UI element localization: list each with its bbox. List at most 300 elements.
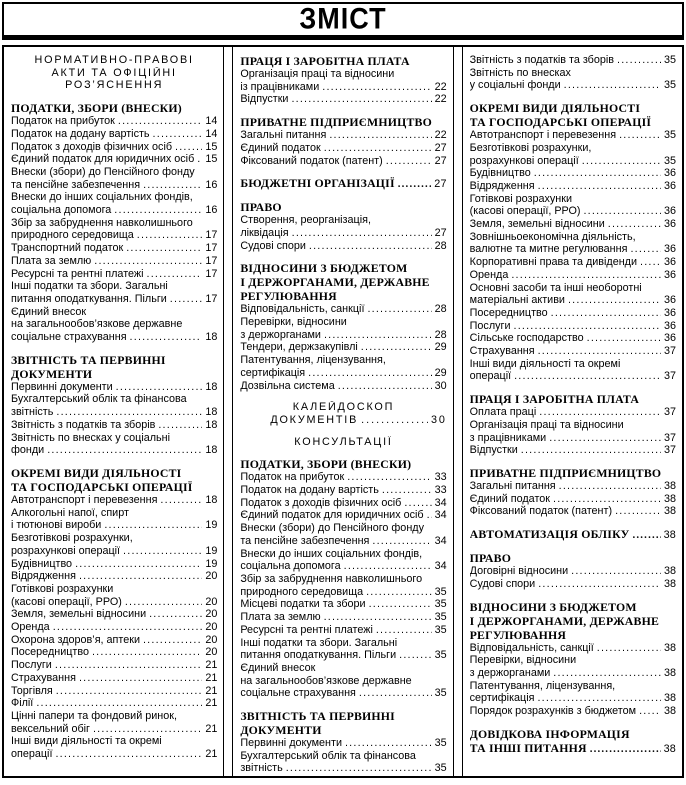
entry-text-line: Інші види діяльності та окремі: [469, 357, 621, 370]
page-number: 35: [663, 154, 676, 167]
toc-entry-line: [11, 381, 217, 394]
heading-line: НОРМАТИВНО-ПРАВОВІ: [34, 54, 194, 66]
page-number: 36: [663, 268, 676, 281]
toc-entry-line: [470, 705, 676, 718]
page-number: 14: [205, 127, 218, 140]
toc-entry: [240, 240, 446, 253]
page-number: 33: [434, 484, 447, 497]
entry-text: питання оподаткування. Пільги: [240, 649, 397, 662]
column-separator: [223, 47, 233, 776]
toc-entry-line: [11, 331, 217, 344]
entry-text: соціальна допомога: [240, 560, 341, 573]
heading-line: ТА ГОСПОДАРСЬКІ ОПЕРАЦІЇ: [11, 479, 193, 494]
entry-text: Податок на додану вартість: [11, 127, 150, 140]
toc-entry: [470, 680, 676, 705]
entry-text-line: Патентування, ліцензування,: [469, 679, 616, 692]
entry-text: Єдиний податок для юридичних осіб: [240, 509, 424, 522]
section-heading: [240, 54, 446, 68]
toc-entry-line: [470, 444, 676, 457]
page-number: 35: [434, 649, 447, 662]
page-number: 28: [434, 328, 447, 341]
toc-entry-line: [11, 128, 217, 141]
toc-entry-line: [11, 204, 217, 217]
page-number: 16: [205, 178, 218, 191]
header-box: [2, 2, 684, 40]
entry-text: Тендери, держзакупівлі: [240, 341, 358, 354]
entry-text: з працівниками: [469, 431, 547, 444]
page-number: 35: [434, 598, 447, 611]
toc-entry: [470, 282, 676, 307]
page-number: 38: [663, 705, 676, 718]
toc-entry-line: [470, 294, 676, 307]
toc-entry-line: [470, 54, 676, 67]
toc-entry-line: [470, 167, 676, 180]
entry-text: у соціальні фонди: [469, 79, 561, 92]
entry-text: Звітність з податків та зборів: [469, 54, 615, 66]
entry-text: та пенсійне забезпечення: [240, 534, 370, 547]
entry-text: Ресурсні та рентні платежі: [11, 267, 144, 280]
entry-text-line: Безготівкові розрахунки,: [11, 532, 133, 545]
entry-text-line: Внески до інших соціальних фондів,: [11, 191, 193, 204]
toc-entry-line: [240, 176, 446, 191]
entry-text-line: Єдиний внесок: [240, 661, 316, 674]
page-number: 35: [663, 79, 676, 92]
toc-entry: [240, 598, 446, 611]
section-heading: [11, 54, 217, 92]
toc-block: [240, 176, 446, 191]
toc-entry-line: [11, 646, 217, 659]
entry-text: Податок з доходів фізичних осіб: [11, 140, 173, 153]
page-number: 20: [205, 595, 218, 608]
page-number: 38: [663, 742, 676, 755]
toc-entry: [470, 180, 676, 193]
toc-entry-line: [240, 129, 446, 142]
toc-entry-line: [470, 527, 676, 542]
dot-leader: [197, 153, 202, 166]
toc-entry: [240, 484, 446, 497]
toc-entry: [470, 129, 676, 142]
section-heading: [240, 261, 446, 303]
page-number: 38: [663, 641, 676, 654]
toc-entry: [470, 345, 676, 358]
entry-text: Страхування: [11, 671, 76, 684]
entry-text: Оплата праці: [469, 406, 537, 419]
toc-entry: [240, 522, 446, 547]
entry-text-line: Бухгалтерський облік та фінансова: [240, 749, 416, 762]
toc-entry: [11, 166, 217, 191]
toc-entry: [11, 217, 217, 242]
toc-entry-line: [470, 218, 676, 231]
toc-entry: [240, 341, 446, 354]
entry-text: Податок на додану вартість: [240, 484, 379, 497]
toc-entry: [470, 444, 676, 457]
heading-line: ПРАВО: [240, 200, 282, 215]
toc-entry-line: [240, 624, 446, 637]
entry-text: БЮДЖЕТНІ ОРГАНІЗАЦІЇ: [240, 176, 395, 191]
toc-entry-line: [470, 667, 676, 680]
page-number: 35: [663, 54, 676, 66]
page-number: 30: [434, 379, 447, 392]
section-heading: [240, 176, 446, 191]
entry-text: Торгівля: [11, 684, 53, 697]
dot-leader: [175, 141, 202, 154]
toc-block: [240, 200, 446, 252]
dot-leader: [538, 345, 661, 358]
toc-entry: [240, 750, 446, 775]
entry-text: Послуги: [469, 319, 511, 332]
toc-entry-line: [11, 179, 217, 192]
toc-entry-line: [11, 494, 217, 507]
dot-leader: [382, 484, 432, 497]
entry-text: матеріальні активи: [469, 294, 565, 307]
entry-text: Звітність з податків та зборів: [11, 418, 156, 431]
heading-line: І ДЕРЖОРГАНАМИ, ДЕРЖАВНЕ: [240, 275, 430, 290]
toc-entry-line: [240, 380, 446, 393]
toc-entry-line: [470, 505, 676, 518]
page-number: 33: [434, 471, 447, 484]
entry-text-line: Бухгалтерський облік та фінансова: [11, 393, 187, 406]
toc-entry: [240, 509, 446, 522]
page-number: 29: [434, 341, 447, 354]
toc-entry: [470, 358, 676, 383]
toc-entry: [11, 621, 217, 634]
entry-text: Фіксований податок (патент): [240, 154, 383, 167]
dot-leader: [514, 370, 661, 383]
page-number: 20: [205, 633, 218, 646]
toc-entry: [11, 558, 217, 571]
entry-text: Плата за землю: [11, 254, 92, 267]
dot-leader: [92, 646, 202, 659]
dot-leader: [56, 406, 202, 419]
toc-entry: [11, 432, 217, 457]
toc-entry: [240, 611, 446, 624]
dot-leader: [56, 685, 203, 698]
toc-entry: [11, 697, 217, 710]
dot-leader: [324, 329, 432, 342]
toc-entry: [11, 153, 217, 166]
page-number: 36: [663, 167, 676, 180]
entry-text: Податок на прибуток: [240, 471, 345, 484]
page-number: 35: [434, 585, 447, 598]
toc-entry-line: [11, 444, 217, 457]
content-columns: [2, 45, 684, 778]
dot-leader: [361, 341, 432, 354]
toc-entry: [470, 654, 676, 679]
entry-text: природного середовища: [240, 585, 364, 598]
entry-text: Місцеві податки та збори: [240, 598, 366, 611]
page-title: ЗМІСТ: [299, 2, 387, 36]
dot-leader: [537, 692, 660, 705]
toc-entry: [470, 565, 676, 578]
toc-entry: [11, 685, 217, 698]
dot-leader: [345, 737, 432, 750]
entry-text: сертифікація: [469, 692, 535, 705]
entry-text-line: Внески до інших соціальних фондів,: [240, 547, 423, 560]
dot-leader: [615, 505, 661, 518]
page-number: 36: [663, 218, 676, 231]
entry-text: Єдиний податок: [240, 141, 321, 154]
entry-text: Посередництво: [469, 306, 548, 319]
toc-entry: [470, 54, 676, 67]
entry-text: Податок з доходів фізичних осіб: [240, 496, 402, 509]
dot-leader: [79, 570, 202, 583]
entry-text: Оренда: [469, 268, 509, 281]
dot-leader: [79, 672, 202, 685]
page-number: 35: [663, 129, 676, 142]
toc-entry: [240, 380, 446, 393]
toc-entry: [240, 354, 446, 379]
toc-entry: [470, 419, 676, 444]
toc-entry: [470, 332, 676, 345]
dot-leader: [324, 611, 432, 624]
toc-entry: [240, 637, 446, 662]
entry-text: Судові спори: [240, 239, 306, 252]
toc-block: [470, 101, 676, 383]
toc-entry: [240, 548, 446, 573]
dot-leader: [514, 320, 661, 333]
entry-text: і тютюнові вироби: [11, 519, 102, 532]
section-heading: [470, 527, 676, 542]
toc-entry-line: [11, 242, 217, 255]
column-separator: [453, 47, 463, 776]
dot-leader: [549, 432, 661, 445]
heading-line: ДОКУМЕНТИ: [240, 723, 322, 738]
section-heading: [11, 466, 217, 494]
heading-line: ВІДНОСИНИ З БЮДЖЕТОМ: [469, 599, 637, 614]
section-heading: [240, 436, 446, 449]
entry-text: звітність: [11, 406, 54, 419]
toc-block: [240, 115, 446, 167]
toc-entry: [470, 231, 676, 256]
heading-line: ВІДНОСИНИ З БЮДЖЕТОМ: [240, 261, 408, 276]
page-number: 37: [663, 345, 676, 358]
dot-leader: [369, 598, 432, 611]
entry-text: Відпустки: [469, 444, 518, 457]
toc-entry: [470, 218, 676, 231]
toc-block: [240, 436, 446, 449]
page-number: 20: [205, 621, 218, 634]
entry-text: Земля, земельні відносини: [469, 218, 605, 231]
page-number: 35: [434, 687, 447, 700]
toc-entry-line: [240, 240, 446, 253]
toc-entry-line: [11, 685, 217, 698]
dot-leader: [608, 218, 661, 231]
entry-text: Судові спори: [469, 577, 536, 590]
heading-line: АКТИ ТА ОФІЦІЙНІ: [51, 66, 177, 79]
dot-leader: [55, 748, 202, 761]
entry-text-line: Перевірки, відносини: [469, 654, 577, 667]
dot-leader: [639, 705, 661, 718]
toc-entry-line: [240, 471, 446, 484]
page-number: 35: [434, 762, 447, 775]
entry-text: операції: [11, 748, 53, 761]
entry-text: ліквідація: [240, 226, 289, 239]
page-number: 19: [205, 519, 218, 532]
dot-leader: [160, 494, 202, 507]
toc-entry: [240, 155, 446, 168]
page-number: 21: [205, 659, 218, 672]
page-number: 38: [663, 577, 676, 590]
toc-entry: [240, 662, 446, 700]
entry-text-line: Звітність по внесках: [469, 66, 571, 79]
entry-text-line: Безготівкові розрахунки,: [469, 141, 592, 154]
toc-entry-line: [11, 558, 217, 571]
toc-entry-line: [240, 611, 446, 624]
page-number: 30: [431, 413, 447, 426]
dot-leader: [75, 558, 202, 571]
section-heading: [470, 600, 676, 642]
toc-block: [240, 54, 446, 106]
entry-text: Ресурсні та рентні платежі: [240, 623, 373, 636]
toc-entry: [240, 214, 446, 239]
toc-column: [463, 47, 682, 776]
dot-leader: [386, 155, 432, 168]
dot-leader: [427, 509, 432, 522]
toc-entry: [11, 532, 217, 557]
entry-text: сертифікація: [240, 366, 306, 379]
entry-text: Єдиний податок для юридичних осіб: [11, 153, 195, 166]
page-number: 35: [434, 611, 447, 624]
entry-text-line: Готівкові розрахунки: [469, 192, 572, 205]
toc-block: [11, 101, 217, 344]
page-number: 34: [434, 560, 447, 573]
toc-entry: [470, 642, 676, 655]
toc-entry-line: [240, 497, 446, 510]
toc-entry-line: [470, 741, 676, 756]
page-number: 35: [434, 623, 447, 636]
entry-text: Сільське господарство: [469, 332, 584, 345]
page-number: 34: [434, 534, 447, 547]
toc-entry: [240, 497, 446, 510]
toc-entry-line: [470, 480, 676, 493]
toc-entry-line: [11, 672, 217, 685]
toc-entry: [470, 505, 676, 518]
dot-leader: [322, 81, 431, 94]
entry-text: Загальні питання: [469, 479, 556, 492]
dot-leader: [143, 179, 202, 192]
dot-leader: [309, 240, 432, 253]
dot-leader: [308, 367, 431, 380]
entry-text: з держорганами: [240, 328, 321, 341]
toc-entry: [470, 480, 676, 493]
section-heading: [470, 101, 676, 129]
entry-text: Корпоративні права та дивіденди: [469, 256, 638, 269]
dot-leader: [158, 419, 202, 432]
section-heading: [470, 727, 676, 756]
toc-entry: [470, 269, 676, 282]
page-number: 21: [205, 697, 218, 710]
dot-leader: [292, 227, 432, 240]
toc-entry: [11, 494, 217, 507]
toc-entry-line: [240, 303, 446, 316]
toc-block: [240, 401, 446, 426]
toc-entry: [11, 141, 217, 154]
heading-line: ОКРЕМІ ВИДИ ДІЯЛЬНОСТІ: [11, 465, 182, 480]
toc-entry: [11, 268, 217, 281]
toc-entry-line: [470, 269, 676, 282]
toc-block: [470, 466, 676, 518]
dot-leader: [521, 444, 661, 457]
entry-text: Дозвільна система: [240, 379, 335, 392]
toc-entry-line: [470, 493, 676, 506]
toc-column: [4, 47, 223, 776]
entry-text: Посередництво: [11, 646, 89, 659]
entry-text: вексельний обіг: [11, 722, 90, 735]
toc-block: [240, 261, 446, 392]
toc-block: [470, 551, 676, 590]
toc-block: [11, 54, 217, 92]
heading-line: І ДЕРЖОРГАНАМИ, ДЕРЖАВНЕ: [469, 613, 660, 628]
page-number: 15: [205, 140, 218, 153]
toc-entry: [11, 128, 217, 141]
toc-entry-line: [11, 545, 217, 558]
toc-entry-line: [470, 642, 676, 655]
entry-text: Єдиний податок: [469, 492, 551, 505]
heading-line: ПОДАТКИ, ЗБОРИ (ВНЕСКИ): [240, 457, 412, 472]
toc-entry-line: [240, 93, 446, 106]
entry-text-line: Цінні папери та фондовий ринок,: [11, 709, 177, 722]
page-number: 15: [205, 153, 218, 166]
section-heading: [470, 392, 676, 406]
entry-text: Земля, земельні відносини: [11, 608, 147, 621]
page-number: 38: [663, 529, 676, 542]
toc-block: [470, 392, 676, 457]
toc-entry: [11, 242, 217, 255]
toc-entry-line: [470, 578, 676, 591]
page-number: 36: [663, 306, 676, 319]
entry-text: операції: [469, 370, 512, 383]
entry-text: ТА ІНШІ ПИТАННЯ: [469, 740, 587, 755]
entry-text: (касові операції, РРО): [469, 205, 581, 218]
dot-leader: [338, 380, 432, 393]
dot-leader: [619, 129, 661, 142]
toc-entry-line: [470, 79, 676, 92]
entry-text: Будівництво: [11, 557, 73, 570]
entry-text: Плата за землю: [240, 611, 321, 624]
page-number: 22: [434, 93, 447, 106]
entry-text: соціальна допомога: [11, 204, 112, 217]
toc-entry: [470, 578, 676, 591]
dot-leader: [93, 723, 202, 736]
page-number: 27: [434, 154, 447, 167]
toc-entry: [11, 634, 217, 647]
page-number: 27: [434, 178, 447, 191]
entry-text-line: Організація праці та відносини: [469, 418, 624, 431]
toc-entry-line: [11, 621, 217, 634]
entry-text-line: Організація праці та відносини: [240, 68, 395, 80]
toc-entry: [11, 393, 217, 418]
page-number: 35: [434, 737, 447, 750]
toc-entry-line: [11, 570, 217, 583]
heading-line: ОКРЕМІ ВИДИ ДІЯЛЬНОСТІ: [469, 101, 641, 116]
entry-text: Відповідальність, санкції: [469, 641, 594, 654]
toc-entry-line: [470, 307, 676, 320]
dot-leader: [583, 205, 660, 218]
entry-text-line: Звітність по внесках у соціальні: [11, 431, 171, 444]
entry-text: фонди: [11, 444, 45, 457]
page-number: 20: [205, 608, 218, 621]
page-number: 14: [205, 115, 218, 128]
toc-entry: [470, 167, 676, 180]
toc-entry: [11, 191, 217, 216]
heading-line: ЗВІТНІСТЬ ТА ПЕРВИННІ: [240, 709, 395, 724]
dot-leader: [361, 414, 428, 427]
entry-text: Відпустки: [240, 93, 289, 106]
section-heading: [470, 466, 676, 480]
toc-block: [470, 600, 676, 718]
toc-entry-line: [240, 535, 446, 548]
entry-text: Порядок розрахунків з бюджетом: [469, 705, 637, 718]
